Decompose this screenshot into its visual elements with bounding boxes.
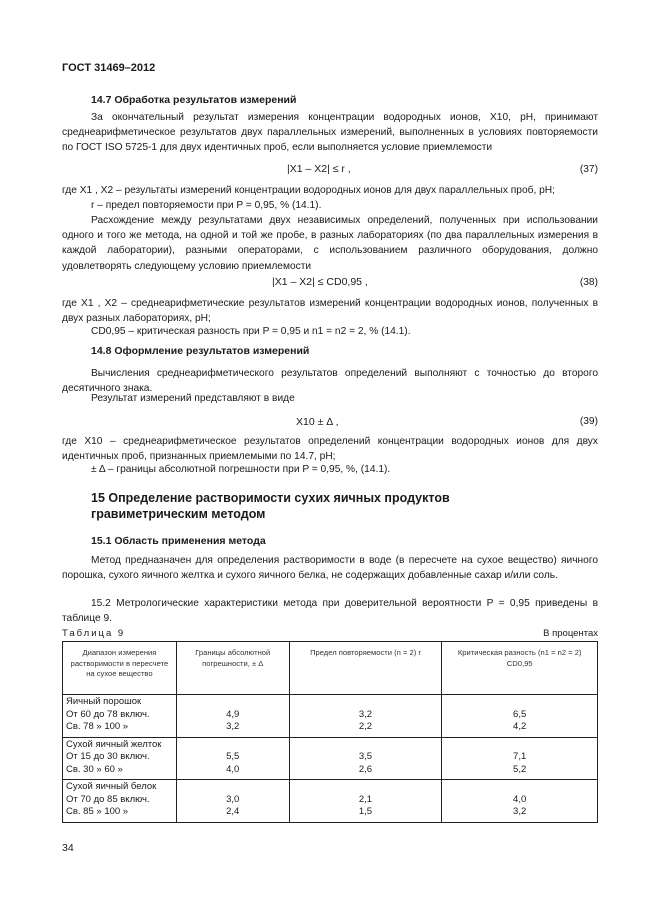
cd-value: 3,2: [513, 806, 527, 817]
delta-value: 4,9: [226, 708, 240, 720]
where-39-line-1: где X10 – среднеарифметическое результатов определений концентрации водородных ионов для двух идентичных проб, признанных приемлемыми по 14.7, pH;: [62, 436, 598, 463]
delta-value: 4,0: [226, 763, 240, 775]
formula-number-37: (37): [579, 164, 598, 175]
table-9: [62, 641, 598, 823]
r-cell: [289, 780, 442, 823]
cd-value: 6,5: [513, 708, 527, 720]
col-header-range: Диапазон измерения растворимости в пересчете на сухое вещество: [63, 642, 177, 695]
col-header-repeatability: Предел повторяемости (n = 2) r: [289, 642, 442, 695]
product-name: Сухой яичный белок: [66, 781, 157, 792]
delta-cell: [176, 780, 289, 823]
formula-number-38: (38): [579, 277, 598, 288]
r-value: 2,1: [358, 793, 373, 805]
table-unit: В процентах: [543, 628, 598, 639]
formula-38: |X1 – X2| ≤ CD0,95 ,: [272, 276, 368, 288]
paragraph-15-2: [62, 596, 598, 626]
table-row: [63, 695, 598, 738]
product-name: Яичный порошок: [66, 696, 142, 707]
where-38-line-2: CD0,95 – критическая разность при P = 0,95 и n1 = n2 = 2, % (14.1).: [91, 326, 411, 337]
delta-value: 3,2: [226, 721, 240, 732]
where-39-line-2: ± Δ – границы абсолютной погрешности при P = 0,95, %, (14.1).: [91, 464, 391, 475]
cd-value: 4,2: [513, 721, 527, 732]
table-caption: Таблица 9: [62, 628, 126, 639]
delta-cell: [176, 737, 289, 780]
range-value: От 70 до 85 включ.: [66, 793, 150, 805]
where-37-line-1: где X1 , X2 – результаты измерений концентрации водородных ионов для двух параллельных проб, pH;: [62, 185, 555, 196]
delta-cell: [176, 695, 289, 738]
r-value: 3,2: [358, 708, 373, 720]
range-value: От 15 до 30 включ.: [66, 751, 150, 762]
formula-37: |X1 – X2| ≤ r ,: [287, 163, 351, 175]
r-value: 3,5: [358, 751, 373, 762]
col-header-critical-difference: Критическая разность (n1 = n2 = 2) CD0,95: [442, 642, 598, 695]
delta-value: 3,0: [226, 793, 240, 805]
section-heading-15-1: 15.1 Область применения метода: [91, 535, 266, 547]
range-value: Св. 30 » 60 »: [66, 763, 123, 775]
paragraph-text: Вычисления среднеарифметического результатов определений выполняют с точностью до второго десятичного знака.: [62, 368, 598, 395]
delta-value: 5,5: [226, 751, 240, 762]
paragraph-text: Метод предназначен для определения растворимости в воде (в пересчете на сухое вещество) яичного порошка, сухого яичного желтка и сухого яичного белка, не содержащих добавленные сахар и/или соль.: [62, 555, 598, 582]
cd-cell: [442, 780, 598, 823]
r-cell: [289, 737, 442, 780]
formula-number-39: (39): [579, 416, 598, 427]
page-number: 34: [62, 842, 74, 854]
cd-cell: [442, 695, 598, 738]
table-row: [63, 737, 598, 780]
r-cell: [289, 695, 442, 738]
range-value: Св. 85 » 100 »: [66, 806, 129, 817]
cd-value: 4,0: [513, 793, 527, 805]
paragraph-15-1: [62, 553, 598, 583]
paragraph-14-7-intro: [62, 110, 598, 156]
paragraph-14-7-reproducibility: [62, 213, 598, 274]
range-cell: [63, 737, 177, 780]
paragraph-text: 15.2 Метрологические характеристики метода при доверительной вероятности P = 0,95 приведены в таблице 9.: [62, 598, 598, 625]
delta-value: 2,4: [226, 806, 240, 817]
r-value: 2,6: [358, 763, 373, 775]
r-value: 1,5: [358, 806, 373, 817]
product-name: Сухой яичный желток: [66, 738, 162, 750]
cd-value: 5,2: [513, 763, 527, 775]
cd-cell: [442, 737, 598, 780]
table-header-row: [63, 642, 598, 695]
document-header: ГОСТ 31469–2012: [62, 62, 156, 74]
section-heading-15: 15 Определение растворимости сухих яичных продуктов гравиметрическим методом: [91, 491, 450, 521]
paragraph-14-8-form: Результат измерений представляют в виде: [91, 393, 295, 404]
col-header-delta: Границы абсолютной погрешности, ± Δ: [176, 642, 289, 695]
where-38-line-1: где X1 , X2 – среднеарифметические результатов измерений концентрации водородных ионов, полученных в двух разных лабораториях, pH;: [62, 298, 598, 325]
where-37-line-2: r – предел повторяемости при P = 0,95, % (14.1).: [91, 200, 322, 211]
range-value: От 60 до 78 включ.: [66, 708, 150, 720]
r-value: 2,2: [358, 721, 373, 732]
range-cell: [63, 695, 177, 738]
range-value: Св. 78 » 100 »: [66, 721, 129, 732]
cd-value: 7,1: [513, 751, 527, 762]
formula-39: X10 ± Δ ,: [296, 416, 339, 428]
section-heading-14-7: 14.7 Обработка результатов измерений: [91, 94, 297, 106]
section-heading-14-8: 14.8 Оформление результатов измерений: [91, 345, 310, 357]
paragraph-text: За окончательный результат измерения концентрации водородных ионов, X10, pH, принимают среднеарифметическое результатов двух параллельных измерений, выполненных в условиях повторяемости по ГОСТ ISO 5725-1 для двух идентичных проб, если выполняется условие приемлемости: [62, 112, 598, 154]
range-cell: [63, 780, 177, 823]
table-row: [63, 780, 598, 823]
paragraph-text: Расхождение между результатами двух независимых определений, полученных при использовании одного и того же метода, на одной и той же пробе, в разных лабораториях (по два параллельных измерения в каждой лаборатории), разными операторами, с использованием различного оборудования, должно удовлетворять следующему условию приемлемости: [62, 215, 598, 272]
